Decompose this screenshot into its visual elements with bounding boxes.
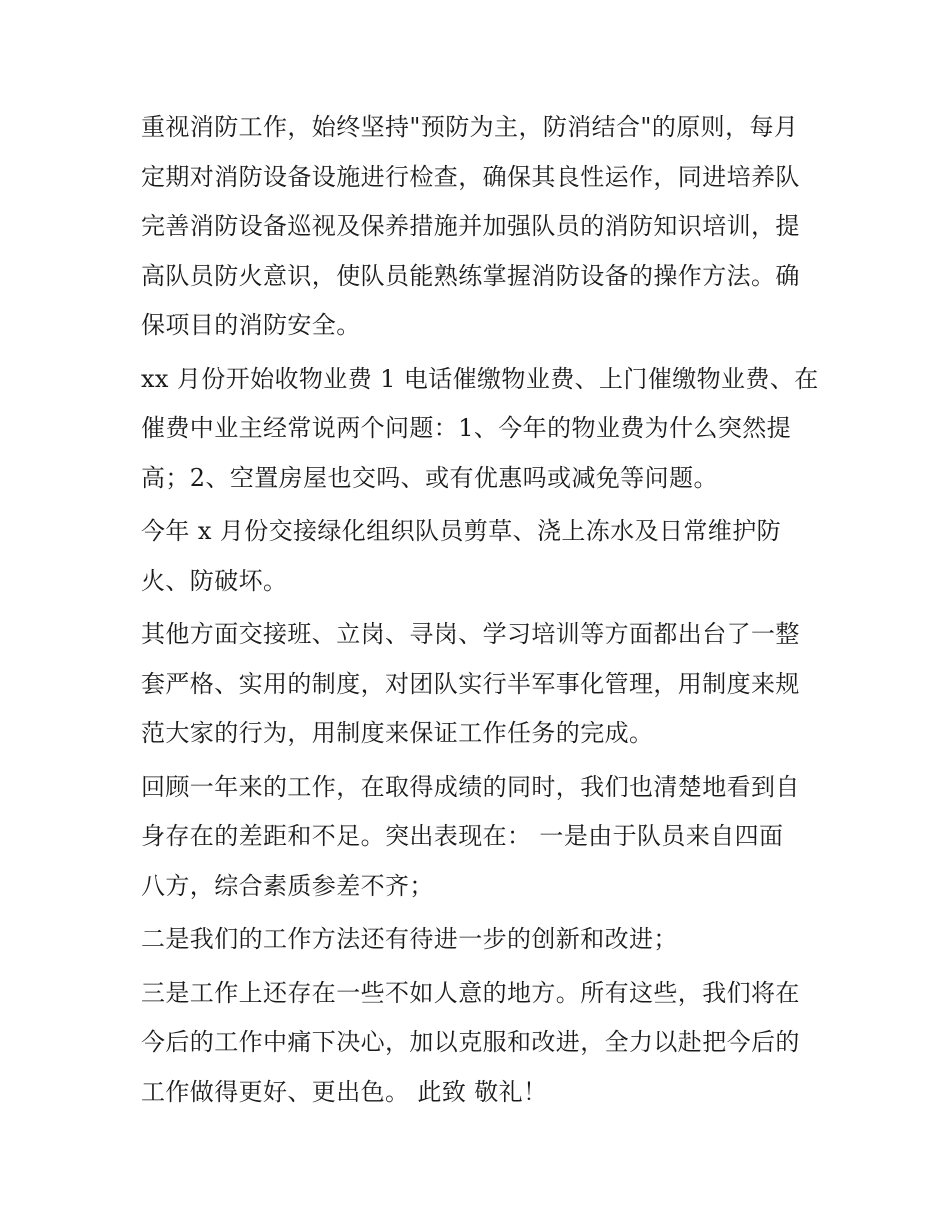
text-line: 完善消防设备巡视及保养措施并加强队员的消防知识培训，提 [141,212,800,240]
text-line: 范大家的行为，用制度来保证工作任务的完成。 [141,719,654,747]
text-line: 八方，综合素质参差不齐； [141,871,434,900]
text-line: 定期对消防设备设施进行检查，确保其良性运作，同进培养队 [141,162,800,191]
text-line: 催费中业主经常说两个问题：1、今年的物业费为什么突然提 [141,414,792,442]
text-line: 回顾一年来的工作，在取得成绩的同时，我们也清楚地看到自 [141,772,800,801]
text-line: 保项目的消防安全。 [141,311,361,339]
paragraph-fire-safety [141,103,821,351]
text-line: 三是工作上还存在一些不如人意的地方。所有这些，我们将在 [141,978,800,1007]
paragraph-management-system [141,610,821,759]
paragraph-property-fee [141,355,821,504]
text-line: xx 月份开始收物业费 1 电话催缴物业费、上门催缴物业费、在 [141,364,819,393]
text-line: 工作做得更好、更出色。 此致 敬礼！ [141,1077,548,1106]
text-line: 高；2、空置房屋也交吗、或有优惠吗或减免等问题。 [141,463,718,492]
text-line: 今年 x 月份交接绿化组织队员剪草、浇上冻水及日常维护防 [141,517,781,545]
paragraph-closing [141,969,821,1118]
text-line: 高队员防火意识，使队员能熟练掌握消防设备的操作方法。确 [141,261,800,290]
text-line: 身存在的差距和不足。突出表现在： 一是由于队员来自四面 [141,822,784,850]
paragraph-review [141,763,821,912]
text-line: 重视消防工作，始终坚持"预防为主，防消结合"的原则，每月 [141,113,799,141]
text-line: 套严格、实用的制度，对团队实行半军事化管理，用制度来规 [141,669,800,698]
text-line: 今后的工作中痛下决心，加以克服和改进，全力以赴把今后的 [141,1028,800,1056]
text-line: 火、防破坏。 [141,566,288,595]
paragraph-second-point [141,915,821,965]
document-page [141,103,821,1121]
text-line: 其他方面交接班、立岗、寻岗、学习培训等方面都出台了一整 [141,620,800,648]
text-line: 二是我们的工作方法还有待进一步的创新和改进； [141,925,678,953]
paragraph-greening [141,507,821,606]
